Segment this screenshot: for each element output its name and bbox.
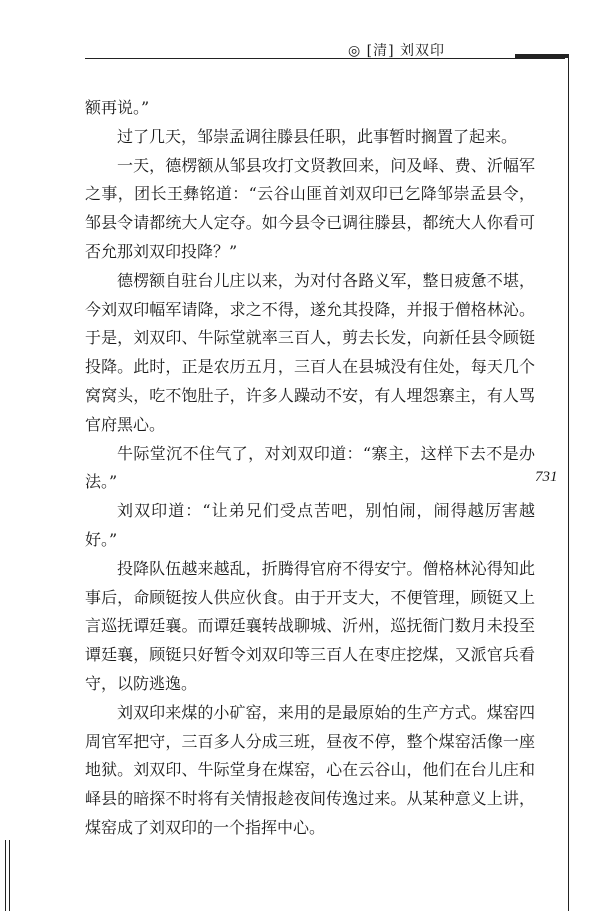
paragraph-5: 牛际堂沉不住气了，对刘双印道：“寨主，这样下去不是办法。”	[85, 443, 535, 492]
paragraph-4: 德楞额自驻台儿庄以来，为对付各路义军，整日疲惫不堪，今刘双印幅军请降，求之不得，遂允其投降，并报于僧格林沁。于是，刘双印、牛际堂就率三百人，剪去长发，向新任县令顾铤投降。此时，正是农历五月，三百人在县城没有住处，每天几个窝窝头，吃不饱肚子，许多人躁动不安，有人埋怨寨主，有人骂官府黑心。	[85, 270, 535, 434]
binding-margin-lines	[5, 840, 10, 911]
header-rule	[85, 58, 565, 59]
paragraph-3: 一天，德楞额从邹县攻打文贤教回来，问及峄、费、沂幅军之事，团长王彝铭道：“云谷山匪首刘双印已乞降邹崇孟县令，邹县令请都统大人定夺。如今县令已调往滕县，都统大人你看可否允那刘双印投降？”	[85, 155, 535, 261]
paragraph-1: 额再说。”	[85, 98, 150, 117]
paragraph-7: 投降队伍越来越乱，折腾得官府不得安宁。僧格林沁得知此事后，命顾铤按人供应伙食。由于开支大，不便管理，顾铤又上言巡抚谭廷襄。而谭廷襄转战聊城、沂州，巡抚衙门数月未投至谭廷襄，顾铤只好暂令刘双印等三百人在枣庄挖煤，又派官兵看守，以防逃逸。	[85, 558, 535, 693]
body-text	[85, 94, 535, 843]
paragraph-6: 刘双印道：“让弟兄们受点苦吧，别怕闹，闹得越厉害越好。”	[85, 501, 535, 549]
paragraph-2: 过了几天，邹崇孟调往滕县任职，此事暂时搁置了起来。	[117, 126, 518, 146]
page-number: 731	[535, 469, 558, 485]
page-edge-rule	[568, 58, 569, 911]
running-header: ◎ [清] 刘双印	[348, 43, 446, 59]
header-rule-accent	[515, 54, 569, 58]
paragraph-8: 刘双印来煤的小矿窑，来用的是最原始的生产方式。煤窑四周官军把守，三百多人分成三班，昼夜不停，整个煤窑活像一座地狱。刘双印、牛际堂身在煤窑，心在云谷山，他们在台儿庄和峄县的暗探不时将有关情报趁夜间传逸过来。从某种意义上讲，煤窑成了刘双印的一个指挥中心。	[85, 702, 535, 837]
